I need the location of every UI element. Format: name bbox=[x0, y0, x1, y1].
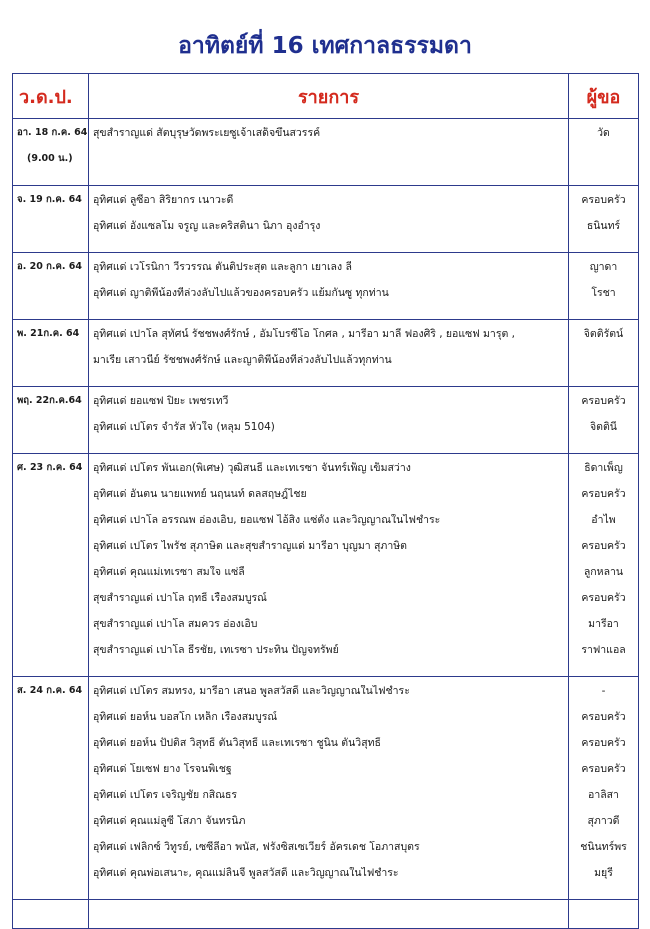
intention-item: อุทิศแด่ เปาโล อรรณพ อ่องเอิบ, ยอแซฟ ไอ้สิ่ง แซ่ตั้ง และวิญญาณในไฟชำระ bbox=[93, 514, 441, 526]
requester-name: - bbox=[601, 685, 606, 697]
requester-name: ธิดาเพ็ญ bbox=[584, 462, 623, 474]
requester-name: อาลิสา bbox=[588, 789, 619, 801]
items-cell bbox=[89, 387, 569, 454]
intention-item: อุทิศแด่ เปโตร เจริญชัย กสิณธร bbox=[93, 789, 238, 801]
empty-cell bbox=[569, 900, 639, 929]
date-cell bbox=[13, 186, 89, 253]
empty-row bbox=[13, 900, 639, 929]
requester-name: จิตตินี bbox=[590, 421, 617, 433]
date-cell bbox=[13, 387, 89, 454]
date-text: อ. 20 ก.ค. 64 bbox=[17, 261, 83, 272]
requester-cell bbox=[569, 320, 639, 387]
requester-name: โรชา bbox=[591, 287, 616, 299]
requester-name: ครอบครัว bbox=[581, 711, 626, 723]
requester-name: ครอบครัว bbox=[581, 540, 626, 552]
date-text: พฤ. 22ก.ค.64 bbox=[17, 395, 82, 406]
requester-cell bbox=[569, 119, 639, 186]
requester-name: ลูกหลาน bbox=[583, 566, 624, 578]
intention-item: อุทิศแด่ เฟลิกซ์ วิทูรย์, เซซีลีอา พนัส, ฟรังซิสเซเวียร์ อัครเดช โอภาสบุตร bbox=[93, 841, 420, 853]
date-text: พ. 21ก.ค. 64 bbox=[17, 328, 80, 339]
date-text: ส. 24 ก.ค. 64 bbox=[17, 685, 83, 696]
intention-item: สุขสำราญแด่ เปาโล ฤทธิ์ เรืองสมบูรณ์ bbox=[93, 592, 267, 604]
intention-item: อุทิศแด่ คุณแม่ลูซี่ โสภา จันทรนิภ bbox=[93, 815, 246, 827]
intention-item: มาเรีย เสาวนีย์ รัชชพงศ์รักษ์ และญาติพี่น้องที่ล่วงลับไปแล้วทุกท่าน bbox=[93, 354, 392, 366]
intention-item: อุทิศแด่ เปโตร พันเอก(พิเศษ) วุฒิสนธิ์ และเทเรซา จันทร์เพ็ญ เข็มสว่าง bbox=[93, 462, 411, 474]
items-cell bbox=[89, 119, 569, 186]
requester-cell bbox=[569, 253, 639, 320]
intention-item: อุทิศแด่ โยเซฟ ยาง โรจนพิเชฐ bbox=[93, 763, 232, 775]
table-row bbox=[13, 119, 639, 186]
requester-name: สุภาวดี bbox=[587, 815, 620, 827]
items-cell bbox=[89, 186, 569, 253]
intention-item: อุทิศแด่ ยอห์น บอสโก เหล็ก เรืองสมบูรณ์ bbox=[93, 711, 278, 723]
page-title: อาทิตย์ที่ 16 เทศกาลธรรมดา bbox=[178, 33, 472, 59]
intention-item: อุทิศแด่ เปโตร สมทรง, มารีอา เสนอ พูลสวัสดิ์ และวิญญาณในไฟชำระ bbox=[93, 685, 410, 697]
empty-cell bbox=[13, 900, 89, 929]
requester-name: ราฟาแอล bbox=[581, 644, 626, 656]
requester-name: จิตติรัตน์ bbox=[583, 328, 624, 340]
intention-item: อุทิศแด่ ญาติพี่น้องที่ล่วงลับไปแล้วของครอบครัว แย้มกันซู ทุกท่าน bbox=[93, 287, 389, 299]
date-cell bbox=[13, 253, 89, 320]
header-items: รายการ bbox=[89, 74, 569, 119]
intention-item: สุขสำราญแด่ เปาโล ธีรชัย, เทเรซา ประทิน ปัญจทรัพย์ bbox=[93, 644, 339, 656]
requester-name: ครอบครัว bbox=[581, 737, 626, 749]
requester-name: มยุรี bbox=[594, 867, 613, 879]
table-row bbox=[13, 454, 639, 677]
intention-item: อุทิศแด่ เวโรนิกา วีรวรรณ ตันติประสุต และลูกา เยาเลง ลี bbox=[93, 261, 352, 273]
requester-name: ครอบครัว bbox=[581, 488, 626, 500]
table-row bbox=[13, 186, 639, 253]
requester-name: มารีอา bbox=[588, 618, 619, 630]
requester-cell bbox=[569, 387, 639, 454]
table-row bbox=[13, 253, 639, 320]
intention-item: อุทิศแด่ อันตน นายแพทย์ นฤนนท์ ดลสฤษฎ์ไชย bbox=[93, 488, 307, 500]
intention-item: อุทิศแด่ เปโตร จำรัส หัวใจ (หลุม 5104) bbox=[93, 421, 275, 433]
table-row bbox=[13, 387, 639, 454]
header-row bbox=[13, 74, 639, 119]
requester-name: ครอบครัว bbox=[581, 395, 626, 407]
intentions-table bbox=[12, 73, 639, 929]
intention-item: อุทิศแด่ ยอแซฟ ปิยะ เพชรเทวี bbox=[93, 395, 229, 407]
date-text: จ. 19 ก.ค. 64 bbox=[17, 194, 82, 205]
requester-name: ชนินทร์พร bbox=[580, 841, 627, 853]
intention-item: อุทิศแด่ เปโตร ไพรัช สุภาษิต และสุขสำราญแด่ มารีอา บุญมา สุภาษิต bbox=[93, 540, 407, 552]
table-body bbox=[13, 119, 639, 929]
date-cell bbox=[13, 454, 89, 677]
items-cell bbox=[89, 320, 569, 387]
header-date: ว.ด.ป. bbox=[13, 74, 89, 119]
requester-name: ญาดา bbox=[589, 261, 618, 273]
requester-name: ครอบครัว bbox=[581, 194, 626, 206]
intention-item: อุทิศแด่ เปาโล สุทัศน์ รัชชพงศ์รักษ์ , อัมโบรซีโอ โกศล , มารีอา มาลี ฟองศิริ , ยอแซฟ มารุต , bbox=[93, 328, 515, 340]
items-cell bbox=[89, 454, 569, 677]
intention-item: สุขสำราญแด่ สัตบุรุษวัดพระเยซูเจ้าเสด็จขึ้นสวรรค์ bbox=[93, 127, 321, 139]
intention-item: อุทิศแด่ ลูซีอา สิริยากร เนาวะดี bbox=[93, 194, 234, 206]
requester-cell bbox=[569, 186, 639, 253]
intention-item: อุทิศแด่ อังแซลโม จรูญ และคริสตินา นิภา อุงอำรุง bbox=[93, 220, 321, 232]
date-cell bbox=[13, 119, 89, 186]
intention-item: อุทิศแด่ คุณแม่เทเรซา สมใจ แซ่ลี้ bbox=[93, 566, 245, 578]
requester-cell bbox=[569, 454, 639, 677]
date-cell bbox=[13, 677, 89, 900]
requester-cell bbox=[569, 677, 639, 900]
items-cell bbox=[89, 677, 569, 900]
table-row bbox=[13, 320, 639, 387]
intention-item: สุขสำราญแด่ เปาโล สมควร อ่องเอิบ bbox=[93, 618, 258, 630]
requester-name: ครอบครัว bbox=[581, 592, 626, 604]
date-cell bbox=[13, 320, 89, 387]
requester-name: ครอบครัว bbox=[581, 763, 626, 775]
date-text: อา. 18 ก.ค. 64 bbox=[17, 127, 88, 138]
requester-name: อำไพ bbox=[591, 514, 616, 526]
requester-name: วัด bbox=[597, 127, 610, 139]
date-text: ศ. 23 ก.ค. 64 bbox=[17, 462, 83, 473]
requester-name: ธนินทร์ bbox=[586, 220, 621, 232]
intention-item: อุทิศแด่ คุณพ่อเสนาะ, คุณแม่ลิ้นจี่ พูลสวัสดิ์ และวิญญาณในไฟชำระ bbox=[93, 867, 399, 879]
date-note: (9.00 น.) bbox=[27, 153, 73, 164]
empty-cell bbox=[89, 900, 569, 929]
table-row bbox=[13, 677, 639, 900]
items-cell bbox=[89, 253, 569, 320]
header-requester: ผู้ขอ bbox=[569, 74, 639, 119]
intention-item: อุทิศแด่ ยอห์น ปัปติส วิสุทธิ์ ตันวิสุทธิ์ และเทเรซา ชูนิน ตันวิสุทธิ์ bbox=[93, 737, 381, 749]
